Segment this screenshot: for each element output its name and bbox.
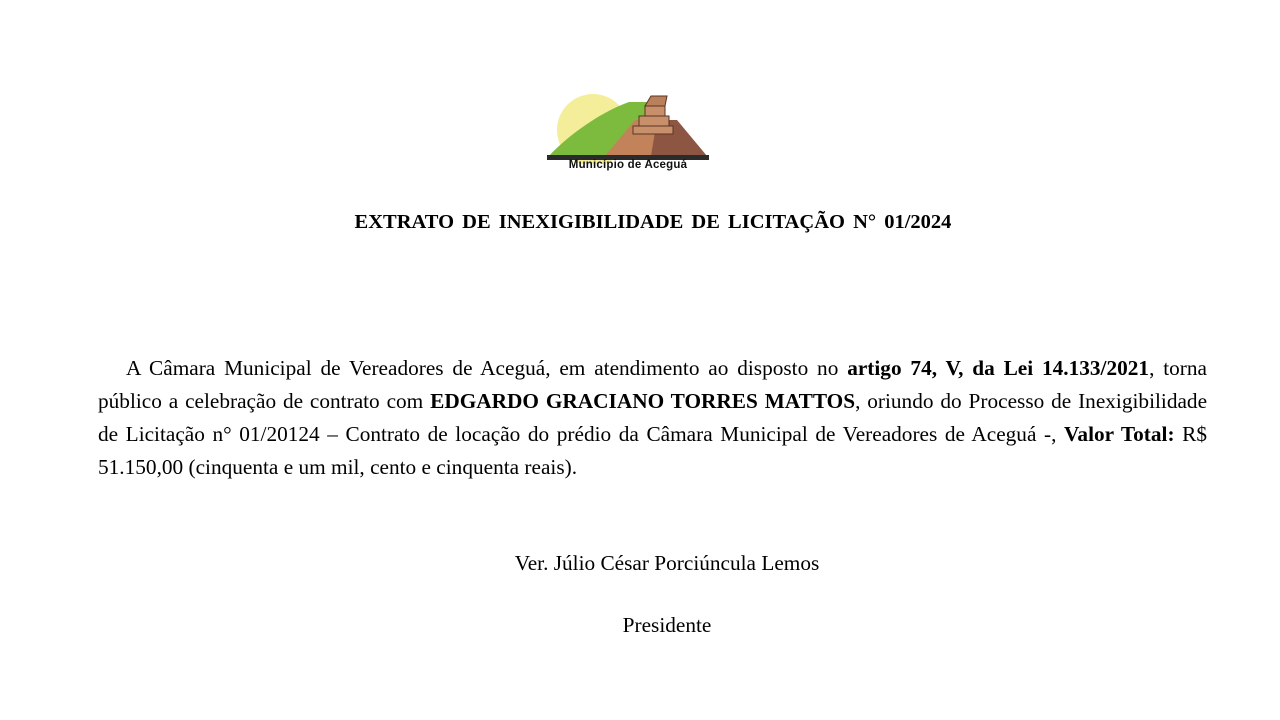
municipality-logo bbox=[545, 90, 711, 176]
signature-role: Presidente bbox=[622, 613, 712, 637]
document-title: EXTRATO DE INEXIGIBILIDADE DE LICITAÇÃO N° 01/2024 bbox=[354, 211, 952, 233]
contractor-name: EDGARDO GRACIANO TORRES MATTOS bbox=[430, 389, 856, 414]
value-text: R$ 51.150,00 (cinquenta e um mil, cento e cinquenta reais). bbox=[98, 422, 1207, 480]
municipality-logo-icon bbox=[545, 90, 711, 164]
paragraph-text-3: , oriundo do Processo de Inexigibilidade de Licitação n° 01/20124 – Contrato de locação do prédio da Câmara Municipal de Vereadores de Aceguá -, bbox=[98, 389, 1208, 447]
law-reference: artigo 74, V, da Lei 14.133/2021 bbox=[847, 356, 1150, 381]
paragraph-text-1: A Câmara Municipal de Vereadores de Aceguá, em atendimento ao disposto no bbox=[126, 356, 848, 381]
paragraph-text-2: , torna público a celebração de contrato com bbox=[98, 356, 1207, 414]
value-label: Valor Total: bbox=[1064, 422, 1175, 447]
signature-name: Ver. Júlio César Porciúncula Lemos bbox=[514, 551, 820, 575]
document-paragraph bbox=[98, 352, 1207, 484]
logo-caption: Município de Aceguá bbox=[568, 159, 688, 171]
